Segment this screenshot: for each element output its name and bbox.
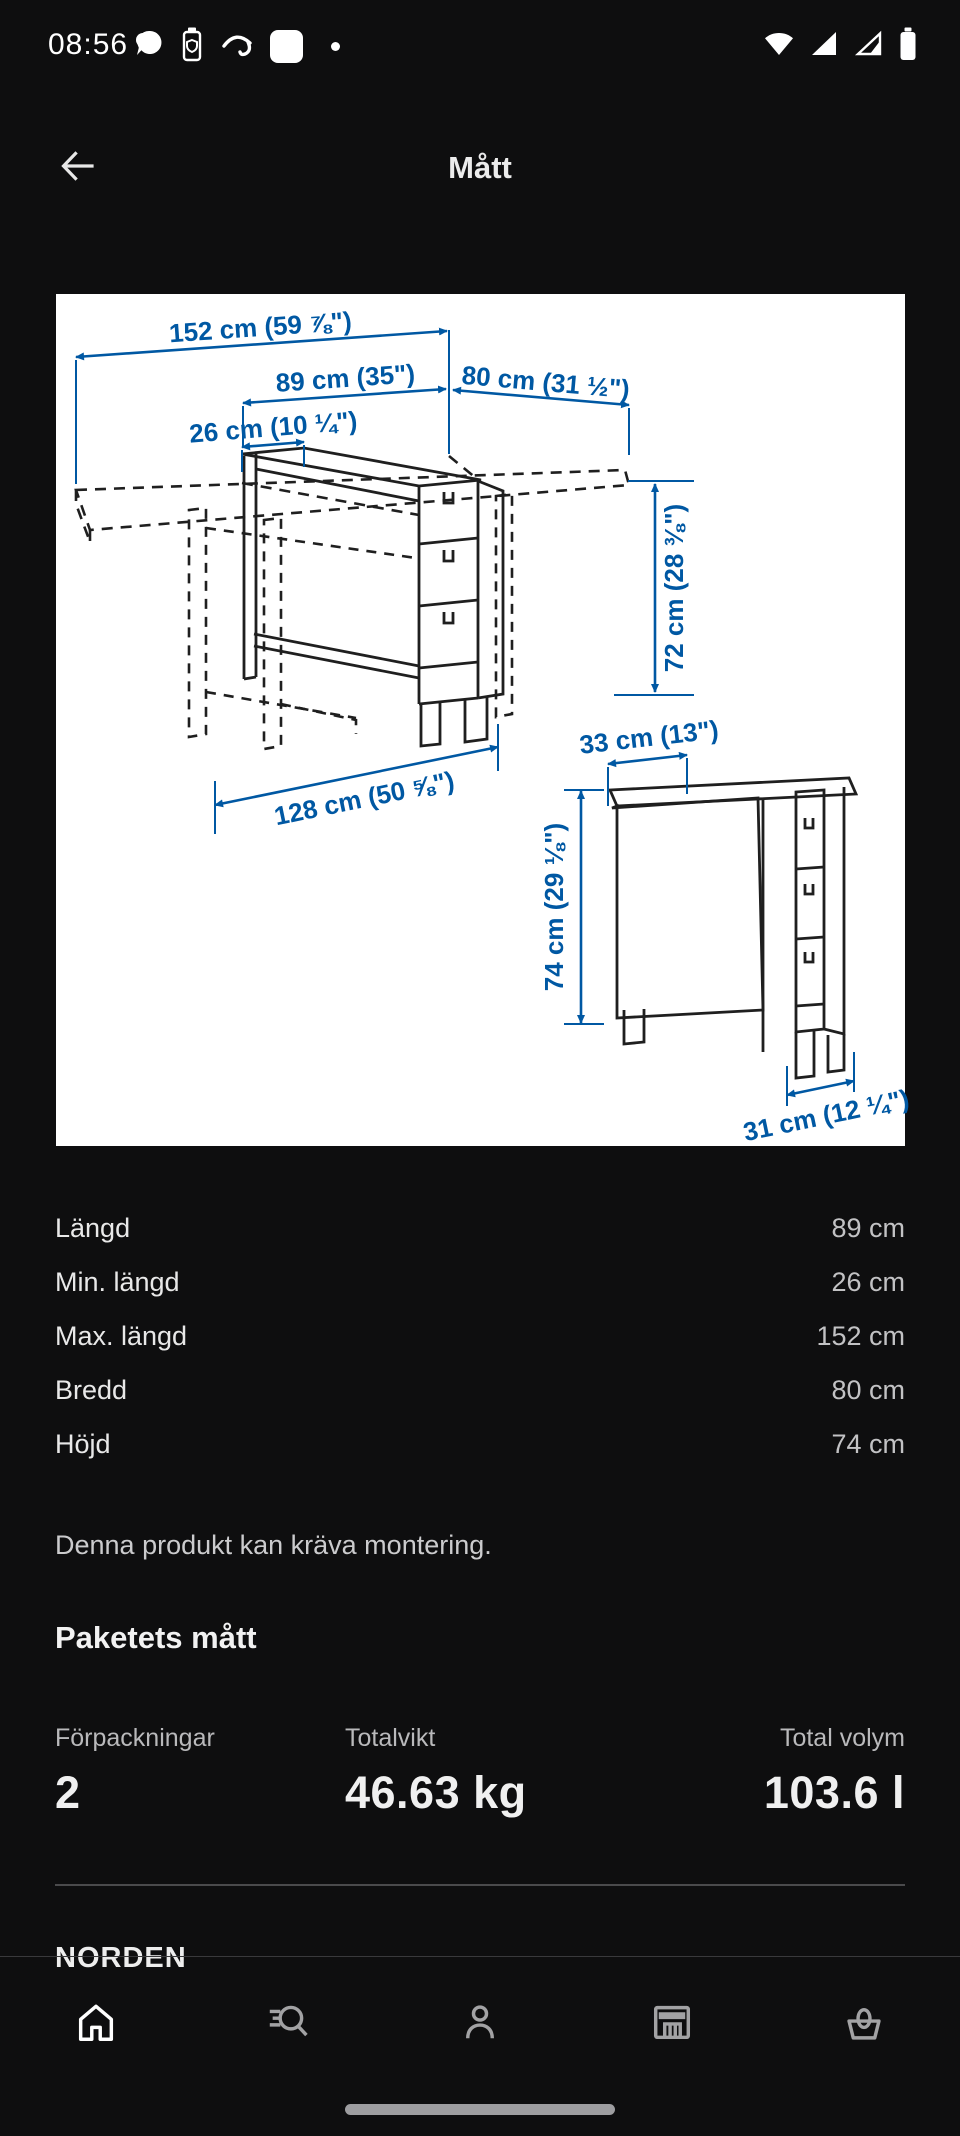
product-dimension-image	[56, 294, 912, 1148]
next-section-clipped	[55, 1942, 905, 1974]
cell-signal-full-icon	[808, 28, 840, 65]
dim-max-length: 152 cm (59 ⅞")	[168, 305, 353, 349]
package-stat-label: Total volym	[779, 1724, 905, 1752]
package-section-title: Paketets mått	[55, 1620, 257, 1655]
measurement-row	[55, 1201, 905, 1255]
battery-shield-icon	[180, 26, 204, 67]
measurement-row	[55, 1363, 905, 1417]
package-stat	[764, 1724, 905, 1819]
shopping-bag-icon	[841, 1999, 887, 2050]
measurement-label: Höjd	[55, 1428, 111, 1459]
home-icon	[73, 1999, 119, 2050]
measurement-row	[55, 1255, 905, 1309]
package-stat-label: Totalvikt	[345, 1724, 436, 1752]
package-stats	[55, 1724, 905, 1819]
package-stat	[345, 1724, 764, 1819]
dim-folded-base-depth: 31 cm (12 ¼")	[740, 1083, 912, 1148]
dim-length: 89 cm (35")	[274, 358, 417, 398]
nav-home[interactable]	[0, 1957, 192, 2136]
assembly-note: Denna produkt kan kräva montering.	[55, 1530, 492, 1560]
dim-min-length: 26 cm (10 ¼")	[188, 405, 359, 449]
package-stat	[55, 1724, 345, 1819]
package-stat-value: 103.6 l	[763, 1767, 905, 1818]
clock: 08:56	[48, 28, 129, 61]
extended-tabletop-dashed	[76, 456, 629, 544]
page-title: Mått	[448, 150, 512, 185]
measurement-list	[55, 1201, 905, 1471]
folded-table-solid	[610, 778, 856, 1078]
chat-bubble-icon	[132, 28, 164, 65]
folded-dimension-lines	[564, 755, 854, 1106]
measurement-row	[55, 1309, 905, 1363]
dim-height: 72 cm (28 ⅜")	[659, 503, 689, 673]
nav-bag[interactable]	[768, 1957, 960, 2136]
store-icon	[649, 1999, 695, 2050]
section-divider	[55, 1884, 905, 1886]
dim-width: 80 cm (31 ½")	[460, 359, 631, 405]
gateleg-dashed	[189, 494, 512, 749]
status-bar	[0, 0, 960, 92]
dimension-drawing	[56, 294, 912, 1148]
measurement-value: 80 cm	[831, 1374, 905, 1405]
dimension-lines	[76, 330, 694, 834]
battery-icon	[898, 26, 918, 67]
measurement-value: 26 cm	[831, 1266, 905, 1297]
notification-dot-icon	[331, 42, 340, 51]
cell-signal-partial-icon	[853, 28, 885, 65]
measurement-label: Längd	[55, 1212, 131, 1243]
header	[0, 118, 960, 218]
dim-folded-height: 74 cm (29 ⅛")	[539, 822, 569, 992]
system-icons	[763, 26, 918, 66]
profile-icon	[457, 1999, 503, 2050]
app-square-icon	[270, 30, 303, 63]
package-stat-value: 2	[55, 1767, 81, 1818]
measurement-value: 152 cm	[816, 1320, 905, 1351]
measurement-label: Bredd	[55, 1374, 128, 1405]
dim-extended-depth: 128 cm (50 ⅝")	[271, 765, 457, 832]
dim-folded-top-depth: 33 cm (13")	[577, 714, 720, 760]
measurement-label: Min. längd	[55, 1266, 180, 1297]
package-stat-value: 46.63 kg	[345, 1767, 527, 1818]
package-stat-label: Förpackningar	[55, 1724, 215, 1752]
notification-icons	[132, 26, 340, 66]
wifi-icon	[763, 28, 795, 65]
measurement-label: Max. längd	[55, 1320, 188, 1351]
measurement-value: 89 cm	[831, 1212, 905, 1243]
measurement-value: 74 cm	[831, 1428, 905, 1459]
search-icon	[265, 1999, 311, 2050]
umbrella-icon	[220, 28, 254, 65]
gesture-handle[interactable]	[345, 2104, 615, 2115]
measurement-row	[55, 1417, 905, 1471]
product-name: NORDEN	[55, 1942, 187, 1974]
